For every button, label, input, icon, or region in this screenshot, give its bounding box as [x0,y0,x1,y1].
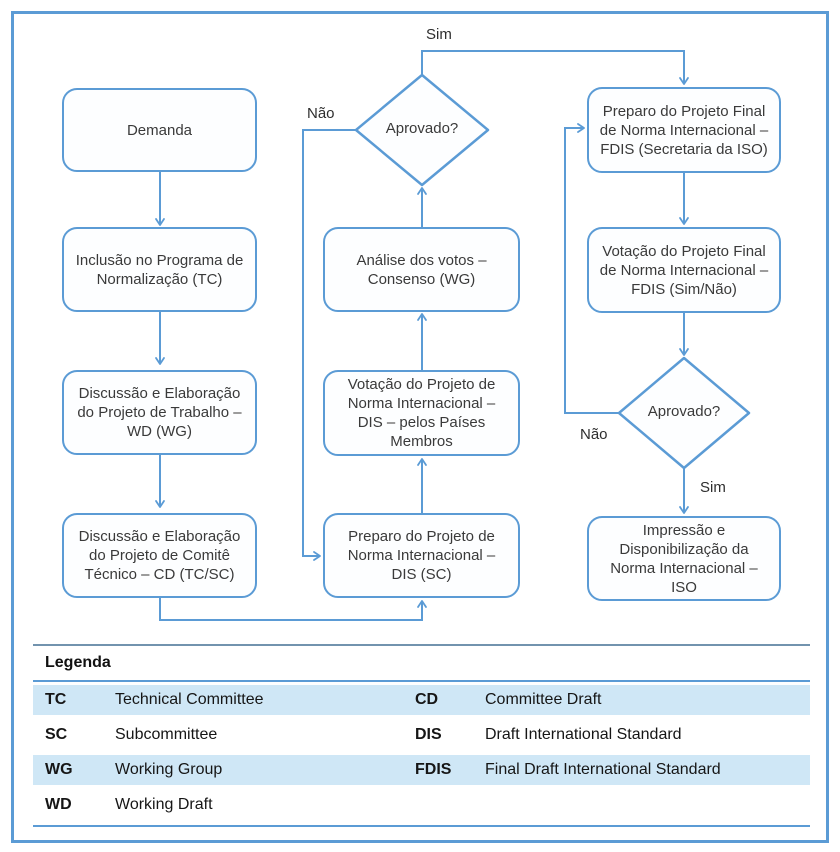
node-demanda: Demanda [62,88,257,172]
edge-label-sim-right: Sim [700,479,726,496]
legend-definition: Working Draft [115,796,213,813]
legend-row-sc-dis [33,720,810,750]
node-preparo-dis: Preparo do Projeto de Norma Internacional – DIS (SC) [323,513,520,598]
edge-label-sim-top: Sim [426,26,452,43]
legend-bottom-rule [33,825,810,827]
legend-abbr: CD [415,691,439,708]
node-inclusao-programa: Inclusão no Programa de Normalização (TC) [62,227,257,312]
legend-abbr: FDIS [415,761,452,778]
node-impressao: Impressão e Disponibilização da Norma Internacional – ISO [587,516,781,601]
legend-definition: Subcommittee [115,726,218,743]
legend-definition: Draft International Standard [485,726,682,743]
legend-table [33,644,810,827]
decision1-label: Aprovado? [385,120,459,137]
legend-row-wd [33,790,810,820]
legend-abbr: DIS [415,726,442,743]
node-votacao-fdis: Votação do Projeto Final de Norma Internacional – FDIS (Sim/Não) [587,227,781,313]
legend-title: Legenda [45,654,111,671]
legend-rows [33,685,810,820]
node-discussao-cd: Discussão e Elaboração do Projeto de Comitê Técnico – CD (TC/SC) [62,513,257,598]
connector-decision1-sim-preparo-fdis [422,51,684,84]
legend-row-wg-fdis [33,755,810,785]
edge-label-nao-right: Não [580,426,608,443]
legend-header-rule [33,680,810,682]
legend-abbr: TC [45,691,67,708]
legend-definition: Final Draft International Standard [485,761,721,778]
decision2-label: Aprovado? [647,403,721,420]
legend-abbr: SC [45,726,68,743]
node-analise-votos: Análise dos votos – Consenso (WG) [323,227,520,312]
node-votacao-dis: Votação do Projeto de Norma Internacional – DIS – pelos Países Membros [323,370,520,456]
connector-decision1-nao-preparo-dis [303,130,356,556]
legend-definition: Technical Committee [115,691,264,708]
legend-abbr: WG [45,761,73,778]
node-preparo-fdis: Preparo do Projeto Final de Norma Internacional – FDIS (Secretaria da ISO) [587,87,781,173]
connector-discussao-cd-preparo-dis [160,598,422,620]
legend-abbr: WD [45,796,72,813]
node-discussao-wd: Discussão e Elaboração do Projeto de Trabalho – WD (WG) [62,370,257,455]
legend-definition: Committee Draft [485,691,602,708]
legend-row-tc-cd [33,685,810,715]
legend-definition: Working Group [115,761,223,778]
edge-label-nao-left: Não [307,105,335,122]
